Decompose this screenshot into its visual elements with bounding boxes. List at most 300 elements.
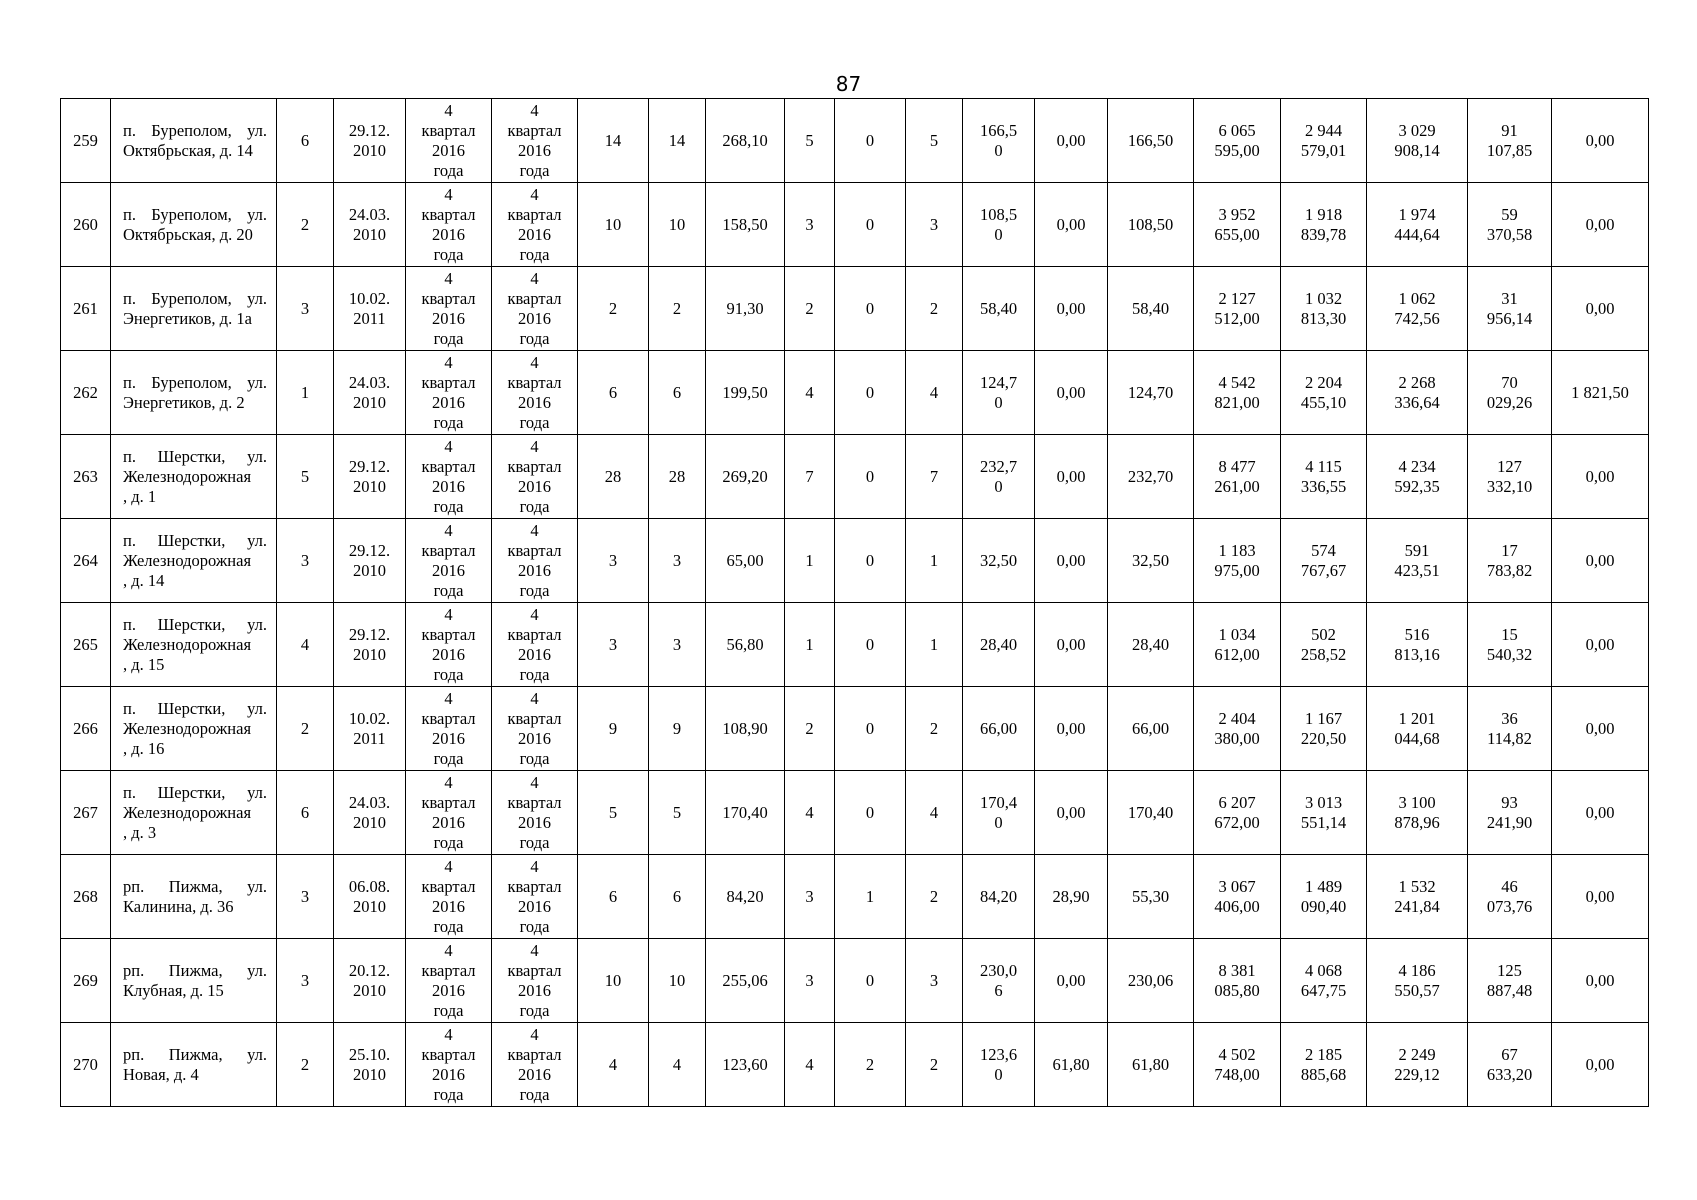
cell-text: 3 [805, 214, 814, 234]
table-cell [1194, 351, 1281, 435]
cell-text: 2010 [353, 476, 386, 496]
cell-text: квартал [507, 1044, 562, 1064]
cell-text: 380,00 [1214, 728, 1260, 748]
table-cell [706, 99, 785, 183]
cell-text: 199,50 [722, 382, 768, 402]
address-cell [111, 603, 277, 687]
table-cell [1281, 939, 1367, 1023]
table-cell [61, 771, 111, 855]
cell-text: 266 [73, 718, 98, 738]
cell-text: 6 [608, 382, 618, 402]
table-cell [1468, 939, 1552, 1023]
cell-text: 0,00 [1585, 970, 1615, 990]
cell-text: 6 [608, 886, 618, 906]
cell-text: квартал [421, 204, 476, 224]
cell-text: года [519, 412, 550, 432]
cell-text: 61,80 [1131, 1054, 1170, 1074]
cell-text: 0,00 [1056, 214, 1086, 234]
cell-text: 073,76 [1486, 896, 1533, 916]
table-cell [578, 1023, 649, 1107]
cell-text: 3 [672, 550, 682, 570]
cell-text: 1 201 [1398, 708, 1436, 728]
table-cell [1367, 183, 1468, 267]
cell-text: 91 [1501, 120, 1518, 140]
cell-text: года [519, 328, 550, 348]
table-cell [649, 771, 706, 855]
table-cell [963, 99, 1035, 183]
cell-text: квартал [421, 792, 476, 812]
table-cell [1194, 771, 1281, 855]
table-cell [649, 519, 706, 603]
cell-text: 5 [672, 802, 682, 822]
cell-text: 044,68 [1394, 728, 1440, 748]
table-cell [406, 855, 492, 939]
address-line: Железнодорожная [123, 802, 252, 822]
address-line: Калинина, д. 36 [123, 896, 234, 916]
table-cell [906, 855, 963, 939]
cell-text: 2016 [518, 392, 551, 412]
cell-text: 9 [672, 718, 682, 738]
table-cell [406, 771, 492, 855]
cell-text: 4 [530, 352, 539, 372]
cell-text: 66,00 [979, 718, 1018, 738]
cell-text: 0 [865, 970, 875, 990]
cell-text: 647,75 [1300, 980, 1347, 1000]
table-cell [1035, 435, 1108, 519]
cell-text: 241,90 [1486, 812, 1533, 832]
cell-text: 748,00 [1214, 1064, 1260, 1084]
cell-text: 444,64 [1394, 224, 1440, 244]
cell-text: 4 [530, 268, 539, 288]
cell-text: 0,00 [1056, 718, 1086, 738]
cell-text: 423,51 [1394, 560, 1440, 580]
table-row [61, 435, 1649, 519]
cell-text: 512,00 [1214, 308, 1260, 328]
table-cell [1281, 99, 1367, 183]
table-cell [785, 267, 835, 351]
cell-text: года [433, 160, 464, 180]
table-cell [1108, 267, 1194, 351]
address-line: рп. Пижма, ул. [123, 960, 267, 980]
table-cell [334, 855, 406, 939]
cell-text: 878,96 [1394, 812, 1440, 832]
table-cell [61, 267, 111, 351]
cell-text: 61,80 [1052, 1054, 1090, 1074]
table-cell [277, 771, 334, 855]
cell-text: 4 502 [1218, 1044, 1256, 1064]
cell-text: 0,00 [1585, 802, 1615, 822]
cell-text: 4 186 [1398, 960, 1436, 980]
cell-text: 2010 [353, 980, 386, 1000]
table-cell [906, 771, 963, 855]
cell-text: 4 234 [1398, 456, 1436, 476]
table-cell [1468, 687, 1552, 771]
address-line: п. Шерстки, ул. [123, 530, 267, 550]
cell-text: квартал [507, 372, 562, 392]
table-cell [61, 603, 111, 687]
housing-program-table [60, 98, 1649, 1107]
table-cell [61, 939, 111, 1023]
table-cell [706, 771, 785, 855]
cell-text: 2010 [353, 560, 386, 580]
cell-text: 67 [1501, 1044, 1518, 1064]
table-cell [1035, 99, 1108, 183]
table-cell [277, 267, 334, 351]
cell-text: 4 [672, 1054, 682, 1074]
cell-text: года [433, 916, 464, 936]
cell-text: 4 [444, 436, 453, 456]
cell-text: 839,78 [1300, 224, 1347, 244]
table-cell [963, 351, 1035, 435]
address-line: п. Бурeполом, ул. [123, 372, 267, 392]
cell-text: 4 [444, 688, 453, 708]
cell-text: 6 207 [1218, 792, 1256, 812]
cell-text: года [519, 664, 550, 684]
cell-text: 4 [805, 802, 814, 822]
table-cell [277, 435, 334, 519]
cell-text: 2 [929, 886, 939, 906]
table-row [61, 99, 1649, 183]
cell-text: 672,00 [1214, 812, 1260, 832]
table-cell [277, 1023, 334, 1107]
table-cell [1108, 183, 1194, 267]
table-cell [1035, 351, 1108, 435]
table-cell [835, 939, 906, 1023]
table-cell [1194, 99, 1281, 183]
cell-text: 3 [300, 886, 310, 906]
cell-text: 158,50 [722, 214, 768, 234]
cell-text: 29.12. [348, 624, 391, 644]
cell-text: 166,50 [1127, 130, 1174, 150]
cell-text: 107,85 [1486, 140, 1533, 160]
table-cell [1552, 603, 1649, 687]
table-row [61, 183, 1649, 267]
cell-text: 4 [530, 184, 539, 204]
cell-text: 1 918 [1304, 204, 1343, 224]
address-line: Октябрьская, д. 20 [123, 224, 253, 244]
table-cell [1367, 351, 1468, 435]
cell-text: 24.03. [348, 792, 391, 812]
table-cell [277, 519, 334, 603]
cell-text: 10 [604, 214, 622, 234]
cell-text: 2 [805, 298, 814, 318]
cell-text: 502 [1311, 624, 1336, 644]
cell-text: года [433, 664, 464, 684]
cell-text: 336,55 [1300, 476, 1347, 496]
cell-text: 3 [929, 214, 939, 234]
cell-text: 551,14 [1300, 812, 1347, 832]
table-cell [334, 603, 406, 687]
cell-text: 17 [1501, 540, 1518, 560]
cell-text: 4 [530, 436, 539, 456]
cell-text: 31 [1501, 288, 1518, 308]
cell-text: года [433, 328, 464, 348]
address-line: п. Бурeполом, ул. [123, 120, 267, 140]
table-cell [785, 351, 835, 435]
cell-text: 2 [672, 298, 682, 318]
table-cell [1552, 687, 1649, 771]
cell-text: 592,35 [1394, 476, 1440, 496]
cell-text: 10 [668, 214, 686, 234]
table-cell [835, 183, 906, 267]
cell-text: 6 [300, 802, 310, 822]
table-cell [1281, 351, 1367, 435]
table-cell [785, 519, 835, 603]
cell-text: 28 [604, 466, 622, 486]
cell-text: 1 [805, 634, 814, 654]
cell-text: 1 167 [1304, 708, 1343, 728]
table-cell [1035, 855, 1108, 939]
table-cell [334, 267, 406, 351]
cell-text: 58,40 [1131, 298, 1170, 318]
cell-text: 595,00 [1214, 140, 1260, 160]
cell-text: 59 [1501, 204, 1518, 224]
cell-text: 1 [929, 550, 939, 570]
cell-text: квартал [421, 456, 476, 476]
address-line: Железнодорожная [123, 634, 252, 654]
table-cell [1367, 771, 1468, 855]
cell-text: 3 013 [1304, 792, 1343, 812]
address-cell [111, 1023, 277, 1107]
table-cell [1367, 1023, 1468, 1107]
table-cell [578, 99, 649, 183]
table-cell [492, 939, 578, 1023]
cell-text: квартал [507, 876, 562, 896]
cell-text: 4 [300, 634, 310, 654]
cell-text: 655,00 [1214, 224, 1260, 244]
cell-text: 2 268 [1398, 372, 1436, 392]
table-cell [1367, 939, 1468, 1023]
cell-text: года [433, 580, 464, 600]
cell-text: 4 [444, 352, 453, 372]
cell-text: 20.12. [348, 960, 391, 980]
cell-text: 2 [300, 1054, 310, 1074]
cell-text: 1 489 [1304, 876, 1343, 896]
cell-text: 887,48 [1486, 980, 1533, 1000]
table-cell [649, 603, 706, 687]
cell-text: 7 [929, 466, 939, 486]
table-cell [1468, 183, 1552, 267]
table-cell [1468, 267, 1552, 351]
cell-text: 2016 [432, 1064, 465, 1084]
cell-text: 0 [994, 1064, 1003, 1084]
cell-text: 7 [805, 466, 814, 486]
table-cell [1194, 855, 1281, 939]
table-cell [492, 687, 578, 771]
cell-text: 46 [1501, 876, 1518, 896]
cell-text: 2016 [432, 560, 465, 580]
table-cell [1108, 771, 1194, 855]
cell-text: 2010 [353, 812, 386, 832]
table-cell [492, 519, 578, 603]
table-cell [1552, 939, 1649, 1023]
table-cell [785, 603, 835, 687]
cell-text: 267 [73, 802, 98, 822]
cell-text: 2016 [518, 1064, 551, 1084]
table-cell [61, 855, 111, 939]
table-cell [277, 855, 334, 939]
table-cell [334, 435, 406, 519]
cell-text: 24.03. [348, 372, 391, 392]
table-cell [1468, 99, 1552, 183]
cell-text: 5 [805, 130, 814, 150]
table-cell [963, 687, 1035, 771]
table-cell [1281, 1023, 1367, 1107]
address-cell [111, 519, 277, 603]
cell-text: 28,90 [1052, 886, 1090, 906]
table-cell [1552, 267, 1649, 351]
address-line: Энергетиков, д. 1а [123, 308, 252, 328]
cell-text: 0,00 [1585, 466, 1615, 486]
table-cell [963, 1023, 1035, 1107]
table-row [61, 771, 1649, 855]
cell-text: года [519, 748, 550, 768]
address-line: Железнодорожная [123, 550, 252, 570]
cell-text: 255,06 [722, 970, 768, 990]
cell-text: 813,16 [1394, 644, 1440, 664]
table-row [61, 603, 1649, 687]
table-cell [61, 99, 111, 183]
cell-text: 1 183 [1218, 540, 1256, 560]
cell-text: 114,82 [1487, 728, 1532, 748]
cell-text: 66,00 [1131, 718, 1170, 738]
cell-text: 2016 [518, 980, 551, 1000]
table-cell [492, 435, 578, 519]
table-cell [785, 939, 835, 1023]
cell-text: квартал [507, 540, 562, 560]
cell-text: 1 [865, 886, 875, 906]
cell-text: 0,00 [1056, 130, 1086, 150]
cell-text: 29.12. [348, 540, 391, 560]
cell-text: года [519, 244, 550, 264]
cell-text: 241,84 [1394, 896, 1440, 916]
cell-text: 2 185 [1304, 1044, 1343, 1064]
table-cell [835, 519, 906, 603]
cell-text: 0,00 [1585, 214, 1615, 234]
table-cell [706, 855, 785, 939]
cell-text: 1 032 [1304, 288, 1343, 308]
address-cell [111, 267, 277, 351]
table-cell [1035, 771, 1108, 855]
table-cell [1035, 1023, 1108, 1107]
cell-text: 2010 [353, 896, 386, 916]
cell-text: 574 [1311, 540, 1336, 560]
table-cell [835, 99, 906, 183]
address-cell [111, 183, 277, 267]
cell-text: 230,0 [979, 960, 1018, 980]
cell-text: 28 [668, 466, 686, 486]
address-line: Новая, д. 4 [123, 1064, 199, 1084]
table-cell [277, 351, 334, 435]
cell-text: квартал [421, 708, 476, 728]
cell-text: 8 477 [1218, 456, 1256, 476]
table-cell [1468, 351, 1552, 435]
address-line: п. Бурeполом, ул. [123, 288, 267, 308]
cell-text: 956,14 [1486, 308, 1533, 328]
cell-text: 3 [805, 970, 814, 990]
table-cell [906, 939, 963, 1023]
table-cell [835, 855, 906, 939]
cell-text: 0,00 [1585, 550, 1615, 570]
table-cell [963, 771, 1035, 855]
cell-text: года [519, 1084, 550, 1104]
table-cell [492, 1023, 578, 1107]
address-cell [111, 435, 277, 519]
cell-text: 2016 [518, 308, 551, 328]
table-cell [785, 1023, 835, 1107]
table-cell [1367, 519, 1468, 603]
cell-text: 742,56 [1394, 308, 1440, 328]
table-cell [277, 99, 334, 183]
cell-text: квартал [507, 456, 562, 476]
table-cell [1035, 939, 1108, 1023]
table-cell [1468, 1023, 1552, 1107]
cell-text: 4 [530, 856, 539, 876]
cell-text: 2010 [353, 1064, 386, 1084]
cell-text: 4 [530, 100, 539, 120]
cell-text: 4 [444, 772, 453, 792]
table-row [61, 519, 1649, 603]
cell-text: 3 [300, 550, 310, 570]
cell-text: 370,58 [1486, 224, 1533, 244]
table-cell [1108, 435, 1194, 519]
table-cell [649, 351, 706, 435]
table-row [61, 267, 1649, 351]
cell-text: 1 [300, 382, 310, 402]
table-cell [835, 603, 906, 687]
table-cell [1281, 855, 1367, 939]
address-line: Октябрьская, д. 14 [123, 140, 253, 160]
table-cell [406, 99, 492, 183]
cell-text: 170,40 [722, 802, 768, 822]
cell-text: 0 [865, 634, 875, 654]
cell-text: 125 [1497, 960, 1522, 980]
cell-text: 10 [668, 970, 686, 990]
address-line: , д. 3 [123, 822, 157, 842]
cell-text: квартал [507, 960, 562, 980]
cell-text: года [519, 1000, 550, 1020]
table-cell [835, 351, 906, 435]
table-row [61, 855, 1649, 939]
cell-text: 6 [672, 382, 682, 402]
cell-text: квартал [507, 792, 562, 812]
table-cell [1367, 99, 1468, 183]
address-line: , д. 15 [123, 654, 165, 674]
cell-text: квартал [507, 624, 562, 644]
cell-text: квартал [421, 876, 476, 896]
cell-text: квартал [421, 540, 476, 560]
cell-text: квартал [507, 120, 562, 140]
table-cell [906, 351, 963, 435]
table-cell [492, 603, 578, 687]
cell-text: 2 [608, 298, 618, 318]
cell-text: 4 [805, 1054, 814, 1074]
cell-text: 0,00 [1585, 1054, 1615, 1074]
cell-text: 0,00 [1056, 550, 1086, 570]
table-cell [1552, 351, 1649, 435]
table-cell [649, 687, 706, 771]
table-cell [1552, 855, 1649, 939]
cell-text: года [519, 496, 550, 516]
cell-text: 32,50 [1131, 550, 1170, 570]
cell-text: 0,00 [1585, 298, 1615, 318]
table-cell [406, 1023, 492, 1107]
cell-text: 0 [994, 140, 1003, 160]
cell-text: 2011 [353, 728, 386, 748]
cell-text: 3 [300, 970, 310, 990]
cell-text: 1 532 [1398, 876, 1436, 896]
address-line: п. Шерстки, ул. [123, 782, 267, 802]
